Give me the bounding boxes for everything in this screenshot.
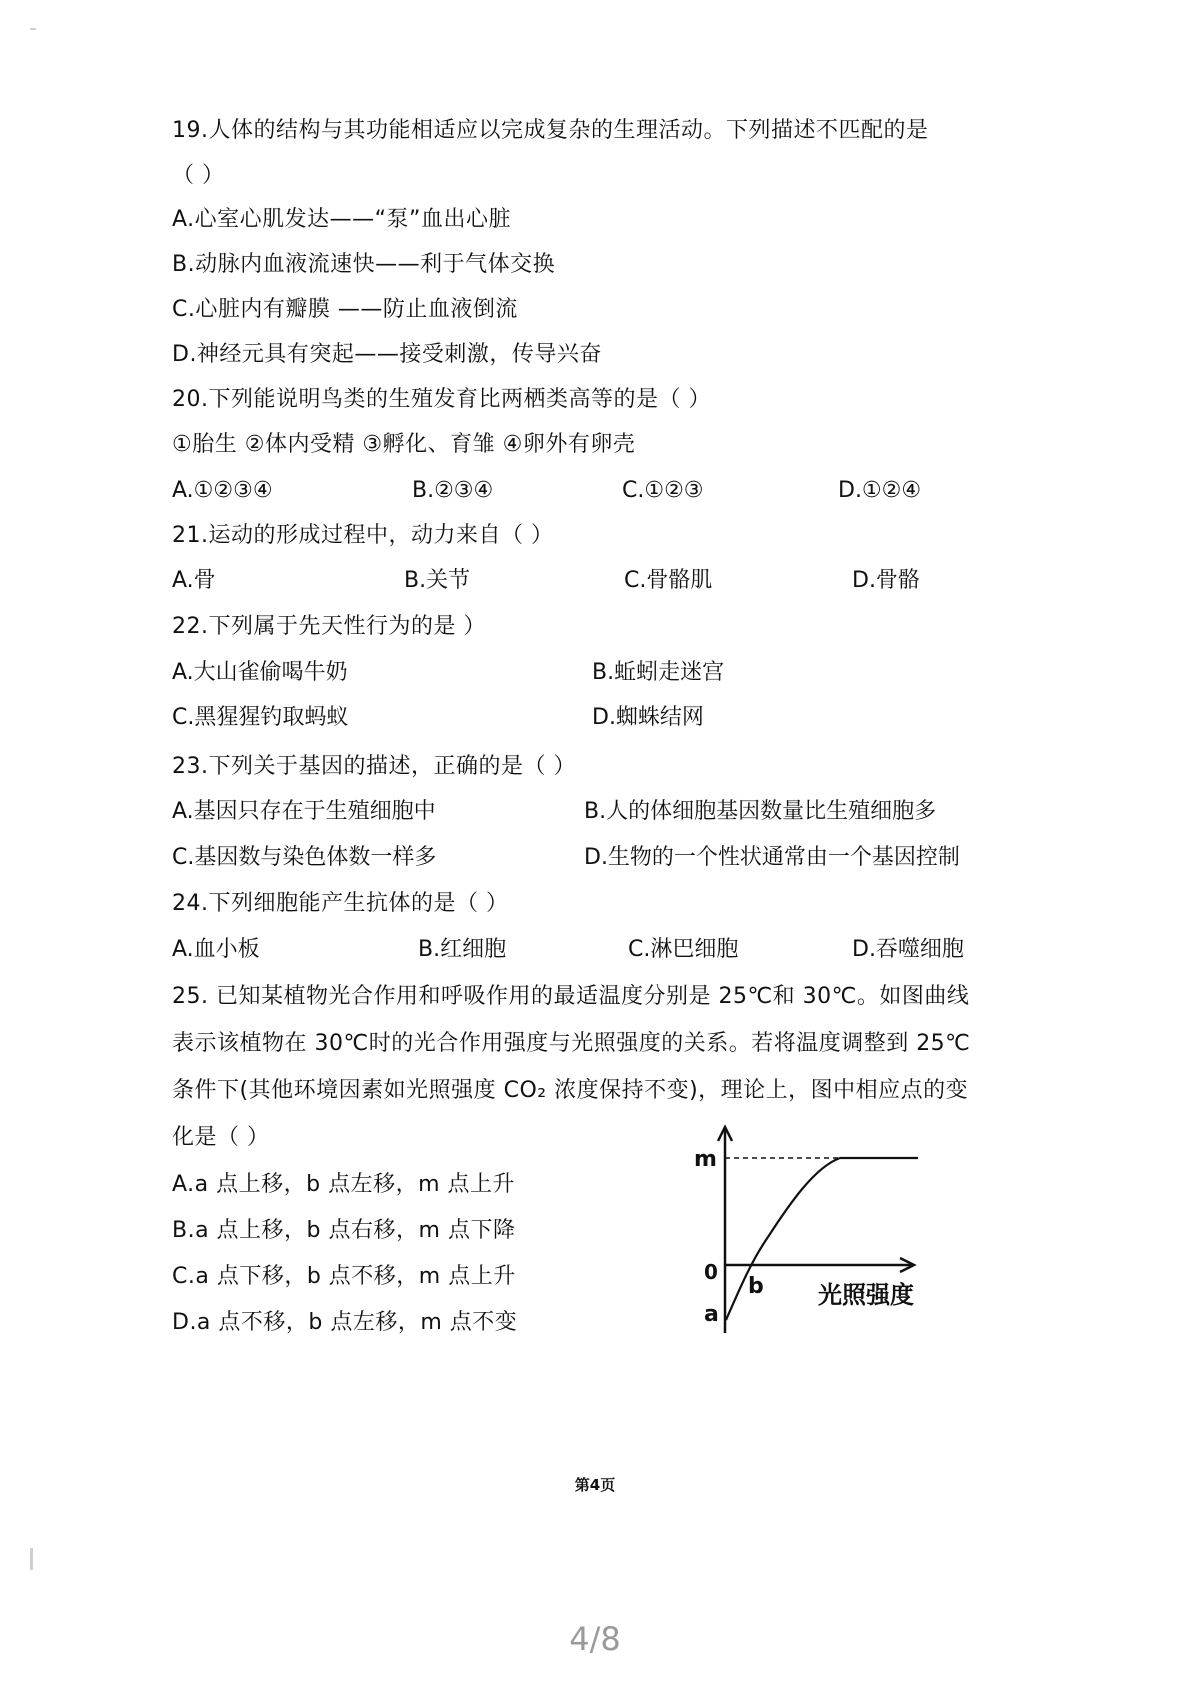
- label-a: a: [704, 1302, 719, 1327]
- q19-option-b: B.动脉内血液流速快——利于气体交换: [172, 252, 556, 277]
- q23-option-d: D.生物的一个性状通常由一个基因控制: [584, 845, 960, 870]
- q21-option-b: B.关节: [404, 568, 471, 593]
- q25-stem-line-2: 表示该植物在 30℃时的光合作用强度与光照强度的关系。若将温度调整到 25℃: [172, 1031, 971, 1056]
- q20-stem: 20.下列能说明鸟类的生殖发育比两栖类高等的是（ ）: [172, 387, 711, 412]
- q24-option-c: C.淋巴细胞: [628, 937, 739, 962]
- q25-option-a: A.a 点上移，b 点左移，m 点上升: [172, 1172, 516, 1197]
- label-o: 0: [704, 1260, 718, 1284]
- q19-option-c: C.心脏内有瓣膜 ——防止血液倒流: [172, 297, 518, 322]
- q19-stem-paren: （ ）: [172, 163, 225, 188]
- q24-option-a: A.血小板: [172, 937, 260, 962]
- q23-option-a: A.基因只存在于生殖细胞中: [172, 799, 436, 824]
- q21-stem: 21.运动的形成过程中，动力来自（ ）: [172, 523, 554, 548]
- q25-option-b: B.a 点上移，b 点右移，m 点下降: [172, 1218, 516, 1243]
- page-indicator: 4/8: [569, 1620, 621, 1658]
- q22-option-c: C.黑猩猩钓取蚂蚁: [172, 705, 349, 730]
- q23-stem: 23.下列关于基因的描述，正确的是（ ）: [172, 754, 576, 779]
- label-m: m: [694, 1147, 717, 1172]
- q22-option-a: A.大山雀偷喝牛奶: [172, 660, 348, 685]
- q21-option-d: D.骨骼: [852, 568, 920, 593]
- q20-option-d: D.①②④: [838, 478, 922, 503]
- q22-option-d: D.蜘蛛结网: [592, 705, 704, 730]
- q24-option-b: B.红细胞: [418, 937, 507, 962]
- q23-option-b: B.人的体细胞基因数量比生殖细胞多: [584, 799, 937, 824]
- q22-stem: 22.下列属于先天性行为的是 ）: [172, 614, 486, 639]
- q22-option-b: B.蚯蚓走迷宫: [592, 660, 725, 685]
- q20-option-b: B.②③④: [412, 478, 494, 503]
- scan-mark-left: [30, 1548, 33, 1570]
- q19-option-a: A.心室心肌发达——“泵”血出心脏: [172, 207, 511, 232]
- q19-option-d: D.神经元具有突起——接受刺激，传导兴奋: [172, 342, 602, 367]
- x-axis-label: 光照强度: [818, 1281, 914, 1309]
- q21-option-a: A.骨: [172, 568, 216, 593]
- label-b: b: [748, 1274, 764, 1299]
- q24-option-d: D.吞噬细胞: [852, 937, 964, 962]
- q23-option-c: C.基因数与染色体数一样多: [172, 845, 437, 870]
- q25-option-d: D.a 点不移，b 点左移，m 点不变: [172, 1310, 518, 1335]
- q19-stem: 19.人体的结构与其功能相适应以完成复杂的生理活动。下列描述不匹配的是: [172, 118, 929, 143]
- q25-option-c: C.a 点下移，b 点不移，m 点上升: [172, 1264, 516, 1289]
- q25-stem-line-3: 条件下(其他环境因素如光照强度 CO₂ 浓度保持不变)，理论上，图中相应点的变: [172, 1078, 969, 1103]
- q20-items: ①胎生 ②体内受精 ③孵化、育雏 ④卵外有卵壳: [172, 432, 636, 457]
- q24-stem: 24.下列细胞能产生抗体的是（ ）: [172, 891, 509, 916]
- q25-stem-line-1: 25. 已知某植物光合作用和呼吸作用的最适温度分别是 25℃和 30℃。如图曲线: [172, 984, 970, 1009]
- q21-option-c: C.骨骼肌: [624, 568, 713, 593]
- q25-figure: [680, 1115, 960, 1345]
- q20-option-c: C.①②③: [622, 478, 704, 503]
- q20-option-a: A.①②③④: [172, 478, 273, 503]
- page-label: 第4页: [574, 1476, 616, 1494]
- q25-stem-line-4: 化是（ ）: [172, 1125, 270, 1150]
- scan-mark-top: [30, 28, 36, 30]
